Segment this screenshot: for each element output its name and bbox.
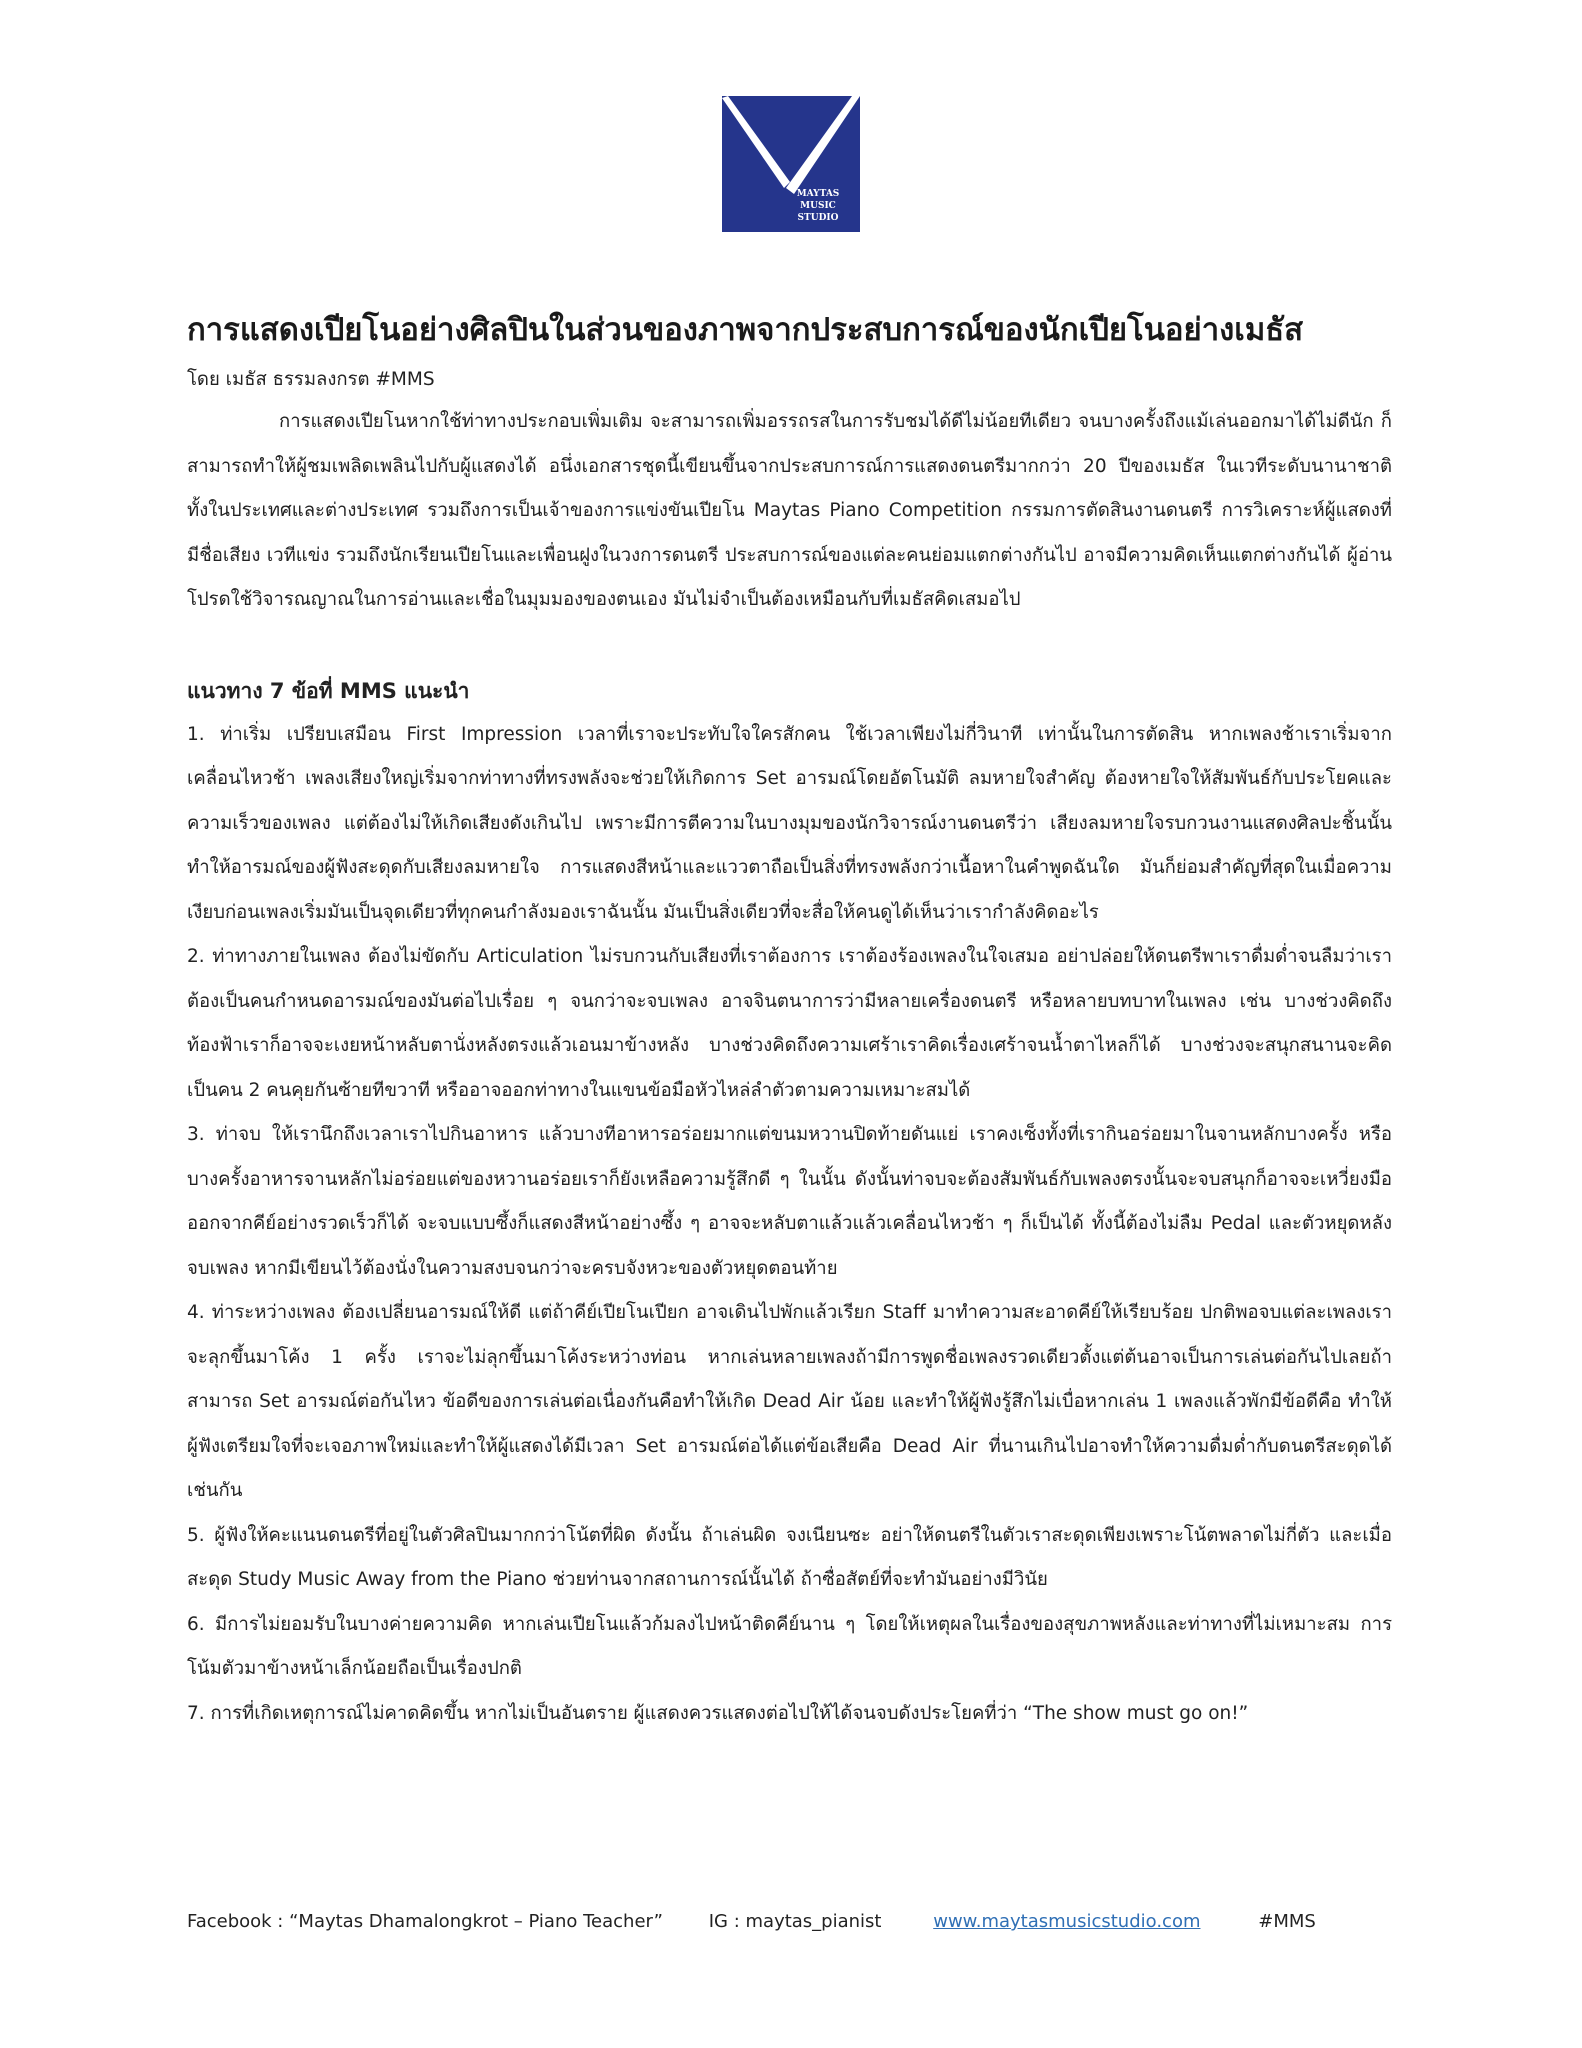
guide-heading: แนวทาง 7 ข้อที่ MMS แนะนำ (187, 678, 470, 703)
guide-item-3: 3. ท่าจบ ให้เรานึกถึงเวลาเราไปกินอาหาร แล้วบางทีอาหารอร่อยมากแต่ขนมหวานปิดท้ายดันแย่ เราคงเซ็งทั้งที่เรากินอร่อยมาในจานหลักบางครั้ง หรือบางครั้งอาหารจานหลักไม่อร่อยแต่ของหวานอร่อยเราก็ยังเหลือความรู้สึกดี ๆ ในนั้น ดังนั้นท่าจบจะต้องสัมพันธ์กับเพลงตรงนั้นจะจบสนุกก็อาจจะเหวี่ยงมือออกจากคีย์อย่างรวดเร็วก็ได้ จะจบแบบซึ้งก็แสดงสีหน้าอย่างซึ้ง ๆ อาจจะหลับตาแล้วแล้วเคลื่อนไหวช้า ๆ ก็เป็นได้ ทั้งนี้ต้องไม่ลืม Pedal และตัวหยุดหลังจบเพลง หากมีเขียนไว้ต้องนั่งในความสงบจนกว่าจะครบจังหวะของตัวหยุดตอนท้าย (187, 1124, 1392, 1279)
guide-item-6: 6. มีการไม่ยอมรับในบางค่ายความคิด หากเล่นเปียโนแล้วก้มลงไปหน้าติดคีย์นาน ๆ โดยให้เหตุผลในเรื่องของสุขภาพหลังและท่าทางที่ไม่เหมาะสม การโน้มตัวมาข้างหน้าเล็กน้อยถือเป็นเรื่องปกติ (187, 1613, 1392, 1679)
logo-line-3: STUDIO (797, 213, 839, 223)
footer-facebook: Facebook : “Maytas Dhamalongkrot – Piano Teacher” (187, 1911, 663, 1932)
guide-item-5: 5. ผู้ฟังให้คะแนนดนตรีที่อยู่ในตัวศิลปินมากกว่าโน้ตที่ผิด ดังนั้น ถ้าเล่นผิด จงเนียนซะ อย่าให้ดนตรีในตัวเราสะดุดเพียงเพราะโน้ตพลาดไม่กี่ตัว และเมื่อสะดุด Study Music Away from the Piano ช่วยท่านจากสถานการณ์นั้นได้ ถ้าซื่อสัตย์ที่จะทำมันอย่างมีวินัย (187, 1524, 1392, 1590)
logo-mark-icon (722, 96, 860, 232)
article-title: การแสดงเปียโนอย่างศิลปินในส่วนของภาพจากประสบการณ์ของนักเปียโนอย่างเมธัส (187, 312, 1304, 348)
guide-item-1: 1. ท่าเริ่ม เปรียบเสมือน First Impression เวลาที่เราจะประทับใจใครสักคน ใช้เวลาเพียงไม่กี่วินาที เท่านั้นในการตัดสิน หากเพลงช้าเราเริ่มจากเคลื่อนไหวช้า เพลงเสียงใหญ่เริ่มจากท่าทางที่ทรงพลังจะช่วยให้เกิดการ Set อารมณ์โดยอัตโนมัติ ลมหายใจสำคัญ ต้องหายใจให้สัมพันธ์กับประโยคและความเร็วของเพลง แต่ต้องไม่ให้เกิดเสียงดังเกินไป เพราะมีการตีความในบางมุมของนักวิจารณ์งานดนตรีว่า เสียงลมหายใจรบกวนงานแสดงศิลปะชิ้นนั้น ทำให้อารมณ์ของผู้ฟังสะดุดกับเสียงลมหายใจ การแสดงสีหน้าและแววตาถือเป็นสิ่งที่ทรงพลังกว่าเนื้อหาในคำพูดฉันใด มันก็ย่อมสำคัญที่สุดในเมื่อความเงียบก่อนเพลงเริ่มมันเป็นจุดเดียวที่ทุกคนกำลังมองเราฉันนั้น มันเป็นสิ่งเดียวที่จะสื่อให้คนดูได้เห็นว่าเรากำลังคิดอะไร (187, 723, 1392, 923)
guide-item-2: 2. ท่าทางภายในเพลง ต้องไม่ขัดกับ Articulation ไม่รบกวนกับเสียงที่เราต้องการ เราต้องร้องเพลงในใจเสมอ อย่าปล่อยให้ดนตรีพาเราดื่มด่ำจนลืมว่าเราต้องเป็นคนกำหนดอารมณ์ของมันต่อไปเรื่อย ๆ จนกว่าจะจบเพลง อาจจินตนาการว่ามีหลายเครื่องดนตรี หรือหลายบทบาทในเพลง เช่น บางช่วงคิดถึงท้องฟ้าเราก็อาจจะเงยหน้าหลับตานั่งหลังตรงแล้วเอนมาข้างหลัง บางช่วงคิดถึงความเศร้าเราคิดเรื่องเศร้าจนน้ำตาไหลก็ได้ บางช่วงจะสนุกสนานจะคิดเป็นคน 2 คนคุยกันซ้ายทีขวาที หรืออาจออกท่าทางในแขนข้อมือหัวไหล่ลำตัวตามความเหมาะสมได้ (187, 946, 1392, 1101)
article-byline: โดย เมธัส ธรรมลงกรต #MMS (187, 369, 435, 390)
guide-item-7: 7. การที่เกิดเหตุการณ์ไม่คาดคิดขึ้น หากไม่เป็นอันตราย ผู้แสดงควรแสดงต่อไปให้ได้จนจบดังประโยคที่ว่า “The show must go on!” (187, 1702, 1249, 1724)
footer-instagram: IG : maytas_pianist (708, 1911, 882, 1932)
intro-paragraph: การแสดงเปียโนหากใช้ท่าทางประกอบเพิ่มเติม จะสามารถเพิ่มอรรถรสในการรับชมได้ดีไม่น้อยทีเดียว จนบางครั้งถึงแม้เล่นออกมาได้ไม่ดีนัก ก็สามารถทำให้ผู้ชมเพลิดเพลินไปกับผู้แสดงได้ อนึ่งเอกสารชุดนี้เขียนขึ้นจากประสบการณ์การแสดงดนตรีมากกว่า 20 ปีของเมธัส ในเวทีระดับนานาชาติ ทั้งในประเทศและต่างประเทศ รวมถึงการเป็นเจ้าของการแข่งขันเปียโน Maytas Piano Competition กรรมการตัดสินงานดนตรี การวิเคราะห์ผู้แสดงที่มีชื่อเสียง เวทีแข่ง รวมถึงนักเรียนเปียโนและเพื่อนฝูงในวงการดนตรี ประสบการณ์ของแต่ละคนย่อมแตกต่างกันไป อาจมีความคิดเห็นแตกต่างกันได้ ผู้อ่านโปรดใช้วิจารณญาณในการอ่านและเชื่อในมุมมองของตนเอง มันไม่จำเป็นต้องเหมือนกับที่เมธัสคิดเสมอไป (187, 411, 1392, 610)
article-body (187, 308, 1392, 1736)
page-footer (187, 1907, 1316, 1937)
footer-website-link[interactable]: www.maytasmusicstudio.com (933, 1911, 1201, 1932)
footer-hashtag: #MMS (1258, 1911, 1316, 1932)
logo-line-1: MAYTAS (796, 189, 840, 199)
guide-item-4: 4. ท่าระหว่างเพลง ต้องเปลี่ยนอารมณ์ให้ดี แต่ถ้าคีย์เปียโนเปียก อาจเดินไปพักแล้วเรียก Staff มาทำความสะอาดคีย์ให้เรียบร้อย ปกติพอจบแต่ละเพลงเราจะลุกขึ้นมาโค้ง 1 ครั้ง เราจะไม่ลุกขึ้นมาโค้งระหว่างท่อน หากเล่นหลายเพลงถ้ามีการพูดชื่อเพลงรวดเดียวตั้งแต่ต้นอาจเป็นการเล่นต่อกันไปเลยถ้าสามารถ Set อารมณ์ต่อกันไหว ข้อดีของการเล่นต่อเนื่องกันคือทำให้เกิด Dead Air น้อย และทำให้ผู้ฟังรู้สึกไม่เบื่อหากเล่น 1 เพลงแล้วพักมีข้อดีคือ ทำให้ผู้ฟังเตรียมใจที่จะเจอภาพใหม่และทำให้ผู้แสดงได้มีเวลา Set อารมณ์ต่อได้แต่ข้อเสียคือ Dead Air ที่นานเกินไปอาจทำให้ความดื่มด่ำกับดนตรีสะดุดได้ เช่นกัน (187, 1302, 1392, 1501)
logo-line-2: MUSIC (800, 201, 836, 211)
maytas-music-studio-logo (722, 96, 860, 232)
